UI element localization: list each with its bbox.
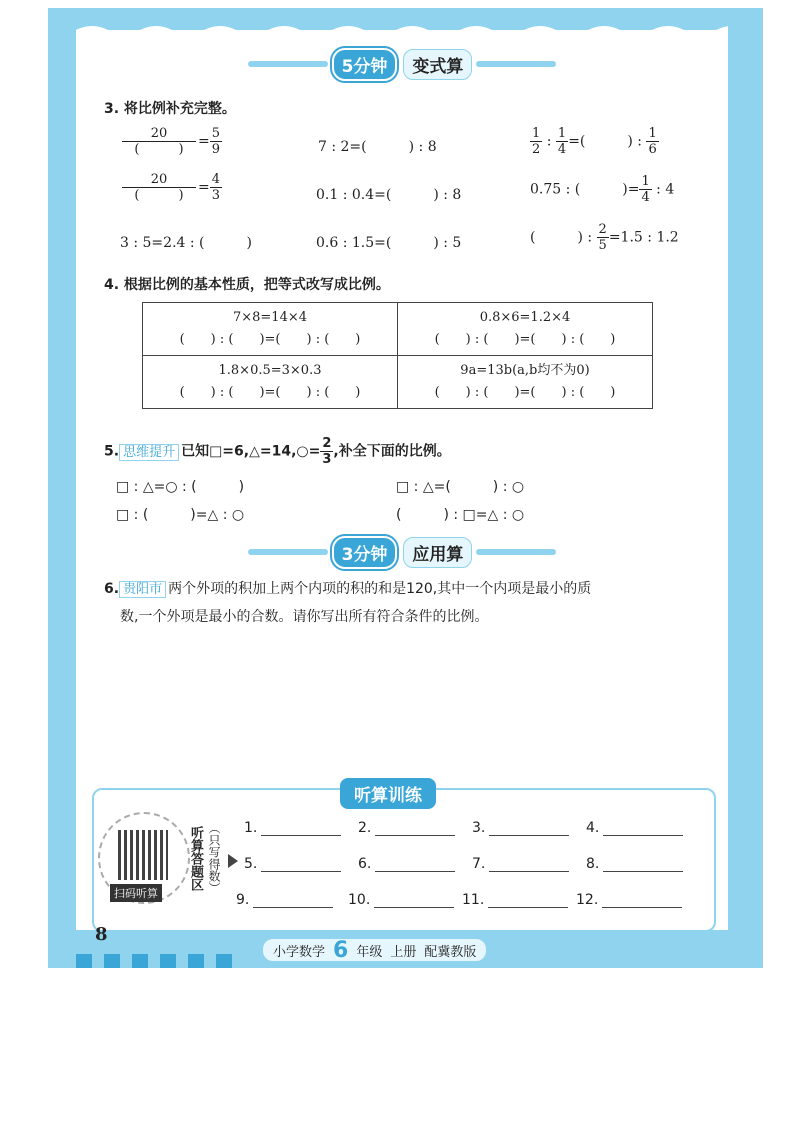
footer-stripe (132, 954, 148, 968)
answer-1[interactable]: 1. (244, 820, 341, 836)
q5-p3: □ : ( )=△ : ○ (116, 507, 245, 523)
answer-5[interactable]: 5. (244, 856, 341, 872)
section-title-3min (76, 536, 728, 568)
answer-6[interactable]: 6. (358, 856, 455, 872)
footer-subject: 小学数学 (273, 944, 326, 960)
q5-p1: □ : △=○ : ( ) (116, 479, 245, 495)
tag-city: 贵阳市 (119, 581, 166, 598)
footer-banner (262, 938, 487, 962)
footer-stripe (188, 954, 204, 968)
q3-r2-c: 0.75 : ( )= $\frac{1}{4}$ : 4 (530, 174, 675, 205)
question-3-title: 3. 将比例补充完整。 (104, 101, 236, 117)
q5-p2: □ : △=( ) : ○ (396, 479, 525, 495)
answer-11[interactable]: 11. (462, 892, 568, 908)
q3-r2-b: 0.1 : 0.4=( ) : 8 (316, 187, 462, 203)
footer-stripe (104, 954, 120, 968)
answer-4[interactable]: 4. (586, 820, 683, 836)
section-title-5min (76, 48, 728, 80)
section-label: 应用算 (403, 537, 472, 568)
q3-r2-a: $\frac{20}{( )}$ = $\frac{4}{3}$ (120, 172, 222, 203)
section-label: 变式算 (403, 49, 472, 80)
section-time-badge: 3分钟 (332, 536, 398, 569)
answer-7[interactable]: 7. (472, 856, 569, 872)
answer-12[interactable]: 12. (576, 892, 682, 908)
q4-cell: 1.8×0.5=3×0.3 ( ) : ( )=( ) : ( ) (143, 356, 398, 409)
footer-grade-num: 6 (333, 937, 349, 963)
q5-p4: ( ) : □=△ : ○ (396, 507, 525, 523)
answer-9[interactable]: 9. (236, 892, 333, 908)
q4-cell: 9a=13b(a,b均不为0) ( ) : ( )=( ) : ( ) (398, 356, 653, 409)
page-number: 8 (95, 924, 108, 945)
answer-note: （只写得数） (207, 822, 221, 894)
q4-cell: 7×8=14×4 ( ) : ( )=( ) : ( ) (143, 303, 398, 356)
question-5-title: 5. 思维提升 已知□=6,△=14,○= $\frac{2}{3}$ ,补全下面的比例。 (104, 436, 451, 467)
answer-10[interactable]: 10. (348, 892, 454, 908)
footer-stripe (160, 954, 176, 968)
footer-stripe (76, 954, 92, 968)
qr-code-icon[interactable] (118, 830, 168, 880)
answer-area-label: 听算答题区 (188, 826, 203, 891)
q3-r1-a: $\frac{20}{( )}$ = $\frac{5}{9}$ (120, 126, 222, 157)
footer-stripe (216, 954, 232, 968)
q3-r3-c: ( ) : $\frac{2}{5}$ =1.5 : 1.2 (530, 222, 679, 253)
section-time-badge: 5分钟 (332, 48, 398, 81)
question-4-title: 4. 根据比例的基本性质，把等式改写成比例。 (104, 277, 390, 293)
answer-8[interactable]: 8. (586, 856, 683, 872)
top-wave-edge (76, 22, 728, 38)
scan-label: 扫码听算 (110, 884, 162, 902)
footer-edition: 配冀教版 (424, 944, 477, 960)
footer-grade: 年级 (356, 944, 383, 960)
q4-cell: 0.8×6=1.2×4 ( ) : ( )=( ) : ( ) (398, 303, 653, 356)
q3-r1-b: 7 : 2=( ) : 8 (318, 139, 437, 155)
q3-r3-b: 0.6 : 1.5=( ) : 5 (316, 235, 462, 251)
footer-term: 上册 (390, 944, 417, 960)
q3-r3-a: 3 : 5=2.4 : ( ) (120, 235, 252, 251)
answer-3[interactable]: 3. (472, 820, 569, 836)
answer-2[interactable]: 2. (358, 820, 455, 836)
question-6: 6. 贵阳市 两个外项的积加上两个内项的积的和是120,其中一个内项是最小的质 (104, 581, 592, 597)
q3-r1-c: $\frac{1}{2}$ : $\frac{1}{4}$ =( ) : $\frac{1}{6}$ (532, 126, 657, 157)
tag-thinking: 思维提升 (119, 444, 179, 461)
play-arrow-icon (228, 854, 238, 868)
q4-table (142, 302, 653, 409)
question-6-line2: 数,一个外项是最小的合数。请你写出所有符合条件的比例。 (120, 609, 489, 625)
listening-title: 听算训练 (340, 778, 436, 809)
